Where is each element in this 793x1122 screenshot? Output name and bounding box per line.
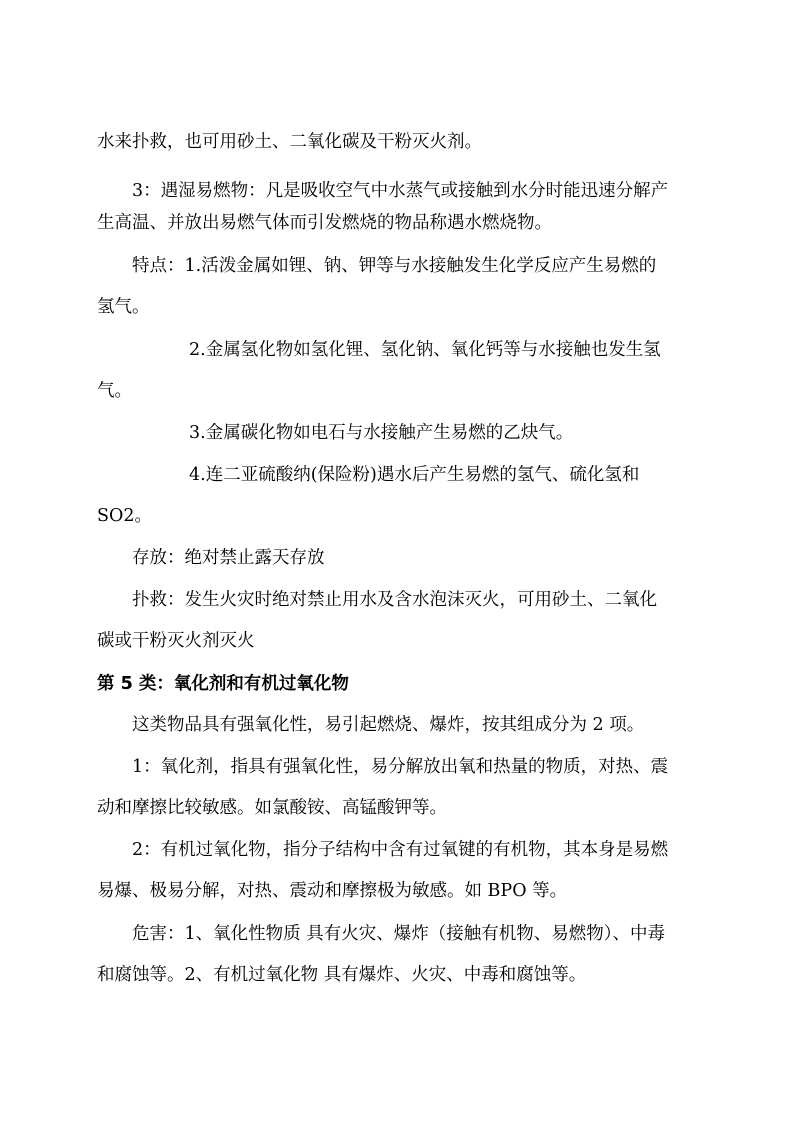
text-line: 4.连二亚硫酸纳(保险粉)遇水后产生易燃的氢气、硫化氢和	[189, 465, 640, 485]
section-heading: 第 5 类：氧化剂和有机过氧化物	[97, 674, 349, 694]
text-line: 3：遇湿易燃物：凡是吸收空气中水蒸气或接触到水分时能迅速分解产	[132, 181, 669, 201]
text-line: 2.金属氢化物如氢化锂、氢化钠、氧化钙等与水接触也发生氢	[189, 340, 661, 360]
text-line: 1：氧化剂，指具有强氧化性，易分解放出氧和热量的物质，对热、震	[132, 757, 669, 777]
text-line: 氢气。	[97, 297, 150, 317]
text-line: 这类物品具有强氧化性，易引起燃烧、爆炸，按其组成分为 2 项。	[132, 715, 645, 735]
text-line: 特点：1.活泼金属如锂、钠、钾等与水接触发生化学反应产生易燃的	[132, 256, 657, 276]
text-line: 2：有机过氧化物，指分子结构中含有过氧键的有机物，其本身是易燃	[132, 840, 669, 860]
text-line: 存放：绝对禁止露天存放	[132, 548, 325, 568]
text-line: 3.金属碳化物如电石与水接触产生易燃的乙炔气。	[189, 423, 574, 443]
text-line: 气。	[97, 381, 132, 401]
text-line: 生高温、并放出易燃气体而引发燃烧的物品称遇水燃烧物。	[97, 213, 552, 233]
text-line: 和腐蚀等。2、有机过氧化物 具有爆炸、火灾、中毒和腐蚀等。	[97, 965, 587, 985]
text-line: 水来扑救，也可用砂土、二氧化碳及干粉灭火剂。	[97, 132, 482, 152]
text-line: 危害：1、氧化性物质 具有火灾、爆炸（接触有机物、易燃物）、中毒	[132, 924, 665, 944]
text-line: 扑救：发生火灾时绝对禁止用水及含水泡沫灭火，可用砂土、二氧化	[132, 590, 657, 610]
text-line: 动和摩擦比较敏感。如氯酸铵、高锰酸钾等。	[97, 798, 447, 818]
text-line: 碳或干粉灭火剂灭火	[97, 631, 255, 651]
text-line: 易爆、极易分解，对热、震动和摩擦极为敏感。如 BPO 等。	[97, 881, 568, 901]
text-line: SO2。	[97, 506, 152, 526]
